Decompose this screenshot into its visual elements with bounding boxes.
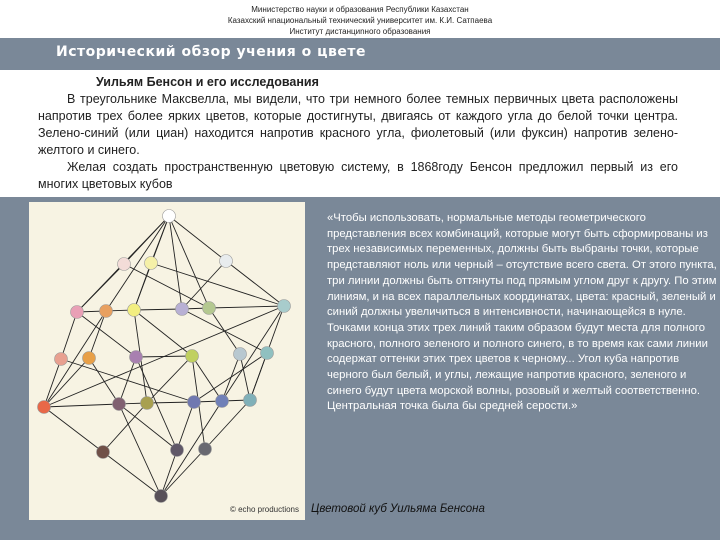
color-node	[128, 304, 141, 317]
cube-edge	[89, 311, 106, 358]
header-line: Казахский нnациональный технический университет им. К.И. Сатпаева	[227, 16, 493, 25]
cube-edge	[61, 312, 77, 359]
color-node	[188, 396, 201, 409]
cube-edge	[44, 407, 103, 452]
cube-edge	[119, 357, 136, 404]
cube-edge	[250, 353, 267, 400]
cube-edge	[89, 358, 119, 404]
color-node	[261, 347, 274, 360]
color-node	[97, 446, 110, 459]
color-node	[278, 300, 291, 313]
cube-edge	[209, 306, 284, 308]
intro-paragraph: В треугольнике Максвелла, мы видели, что три немного более темных первичных цвета расположены напротив трех более ярких цветов, которые достигнуты, двигаясь от каждого угла до белой точки центра. Зелено-синий (или циан) находится напротив красного угла, фиолетовый (или фуксин) напротив зелено-желтого и синего.	[38, 92, 678, 157]
color-node	[118, 258, 131, 271]
color-node	[145, 257, 158, 270]
color-node	[186, 350, 199, 363]
cube-edge	[134, 309, 182, 310]
intro-heading: Уильям Бенсон и его исследования	[96, 75, 319, 89]
cube-edge	[44, 404, 119, 407]
cube-edge	[147, 356, 192, 403]
intro-paragraph: Желая создать пространственную цветовую систему, в 1868году Бенсон предложил первый из его многих цветовых кубов	[38, 160, 678, 191]
cube-edge	[205, 400, 250, 449]
cube-edge	[44, 311, 106, 407]
cube-edge	[134, 310, 192, 356]
color-node	[199, 443, 212, 456]
color-node	[113, 398, 126, 411]
cube-edge	[177, 402, 194, 450]
color-node	[155, 490, 168, 503]
cube-edge	[169, 216, 226, 261]
cube-edge	[192, 356, 222, 401]
color-node	[176, 303, 189, 316]
color-node	[171, 444, 184, 457]
color-node	[130, 351, 143, 364]
color-node	[203, 302, 216, 315]
color-node	[141, 397, 154, 410]
header-line: Институт дистанциnного образования	[289, 27, 431, 36]
image-copyright: © echo productions	[229, 505, 299, 514]
cube-edge	[161, 449, 205, 496]
slide-title: Исторический обзор учения о цвете	[56, 44, 366, 60]
header-line: Министерство науки и образования Республики Казахстан	[251, 5, 469, 14]
color-node	[244, 394, 257, 407]
benson-color-cube-image	[29, 202, 305, 520]
cube-edge	[77, 264, 124, 312]
image-caption: Цветовой куб Уильяма Бенсона	[311, 503, 485, 515]
color-node	[100, 305, 113, 318]
cube-edge	[194, 353, 267, 402]
cube-edge	[136, 356, 192, 357]
cube-edge	[106, 216, 169, 311]
cube-edge	[151, 263, 284, 306]
cube-edge	[103, 403, 147, 452]
cube-edge	[161, 450, 177, 496]
color-node	[38, 401, 51, 414]
cube-edge	[161, 401, 222, 496]
color-node	[83, 352, 96, 365]
color-node	[55, 353, 68, 366]
color-node	[234, 348, 247, 361]
cube-edge	[119, 404, 161, 496]
cube-edge	[119, 404, 177, 450]
color-node	[220, 255, 233, 268]
color-node	[71, 306, 84, 319]
cube-edge	[44, 359, 61, 407]
color-node	[216, 395, 229, 408]
color-cube-diagram	[29, 202, 305, 520]
benson-quote: «Чтобы использовать, нормальные методы геометрического представления всех комбинаций, которые могут быть сформированы из трех независимых переменных, должны быть выбраны точки, которые представляют ноль или черный – отсутствие всего света. От этого пункта, три линии должны быть оттянуты под прямым углом друг к другу. По этим линиям, и на всех параллельных координатах, цвета: красный, зеленый и синий должны увеличиться в интенсивности, начинающейся в нуле. Точками конца этих трех линий таким образом будут места для полного красного, полного зеленого и полного синего, в то время как сами линии содержат оттенки этих трех цветов к черному... Угол куба напротив черного был белый, и углы, лежащие напротив красного, зеленого и синего будут цвета морской волны, розовый и желтый соответственно. Центральная точка была бы средней серости.»	[327, 212, 717, 413]
intro-section	[0, 70, 720, 197]
cube-edge	[222, 306, 284, 401]
cube-edge	[147, 402, 194, 403]
cube-edge	[77, 312, 136, 357]
cube-edge	[103, 452, 161, 496]
cube-edge	[44, 358, 89, 407]
cube-edge	[226, 261, 284, 306]
institution-header	[0, 0, 720, 38]
color-node	[163, 210, 176, 223]
